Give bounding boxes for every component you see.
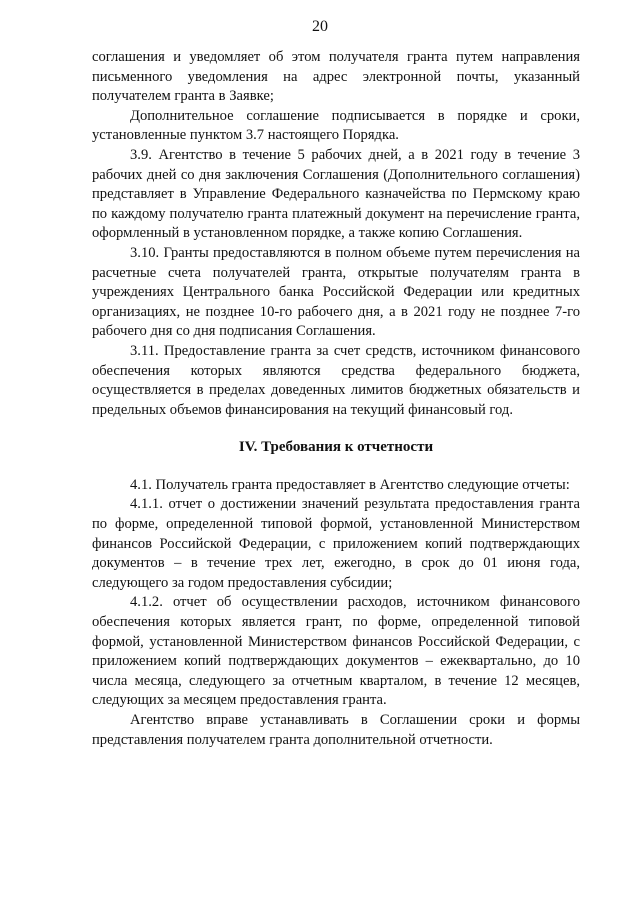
- paragraph-4-1-2: 4.1.2. отчет об осуществлении расходов, источником финансового обеспечения которых является грант, по форме, определенной типовой формой, установленной Министерством финансов Российской Федерации, с приложением копий подтверждающих документов – ежеквартально, до 10 числа месяца, следующего за отчетным кварталом, в течение 12 месяцев, следующих за месяцем предоставления гранта.: [92, 594, 580, 709]
- document-body: [92, 48, 580, 750]
- paragraph-additional-reporting: Агентство вправе устанавливать в Соглашении сроки и формы представления получателем гранта дополнительной отчетности.: [92, 712, 580, 748]
- paragraph-3-9: 3.9. Агентство в течение 5 рабочих дней, а в 2021 году в течение 3 рабочих дней со дня заключения Соглашения (Дополнительного соглашения) представляет в Управление Федерального казначейства по Пермскому краю по каждому получателю гранта платежный документ на перечисление гранта, оформленный в установленном порядке, а также копию Соглашения.: [92, 146, 580, 242]
- paragraph-4-1: 4.1. Получатель гранта предоставляет в Агентство следующие отчеты:: [130, 476, 570, 493]
- section-title: IV. Требования к отчетности: [238, 439, 434, 456]
- page-number: 20: [312, 18, 328, 35]
- paragraph-3-10: 3.10. Гранты предоставляются в полном объеме путем перечисления на расчетные счета получателей гранта, открытые получателям гранта в учреждениях Центрального банка Российской Федерации или кредитных организациях, не позднее 10-го рабочего дня, а в 2021 году не позднее 7-го рабочего дня со дня подписания Соглашения.: [92, 244, 580, 340]
- paragraph-3-11: 3.11. Предоставление гранта за счет средств, источником финансового обеспечения которых являются средства федерального бюджета, осуществляется в пределах доведенных лимитов бюджетных обязательств и предельных объемов финансирования на текущий финансовый год.: [92, 342, 580, 418]
- paragraph-continuation: соглашения и уведомляет об этом получателя гранта путем направления письменного уведомления на адрес электронной почты, указанный получателем гранта в Заявке;: [92, 49, 580, 105]
- paragraph-4-1-1: 4.1.1. отчет о достижении значений результата предоставления гранта по форме, определенной типовой формой, установленной Министерством финансов Российской Федерации, с приложением копий подтверждающих документов – в течение трех лет, ежегодно, в срок до 01 июня года, следующего за годом предоставления субсидии;: [92, 496, 580, 591]
- paragraph-additional-agreement: Дополнительное соглашение подписывается в порядке и сроки, установленные пунктом 3.7 настоящего Порядка.: [92, 107, 580, 144]
